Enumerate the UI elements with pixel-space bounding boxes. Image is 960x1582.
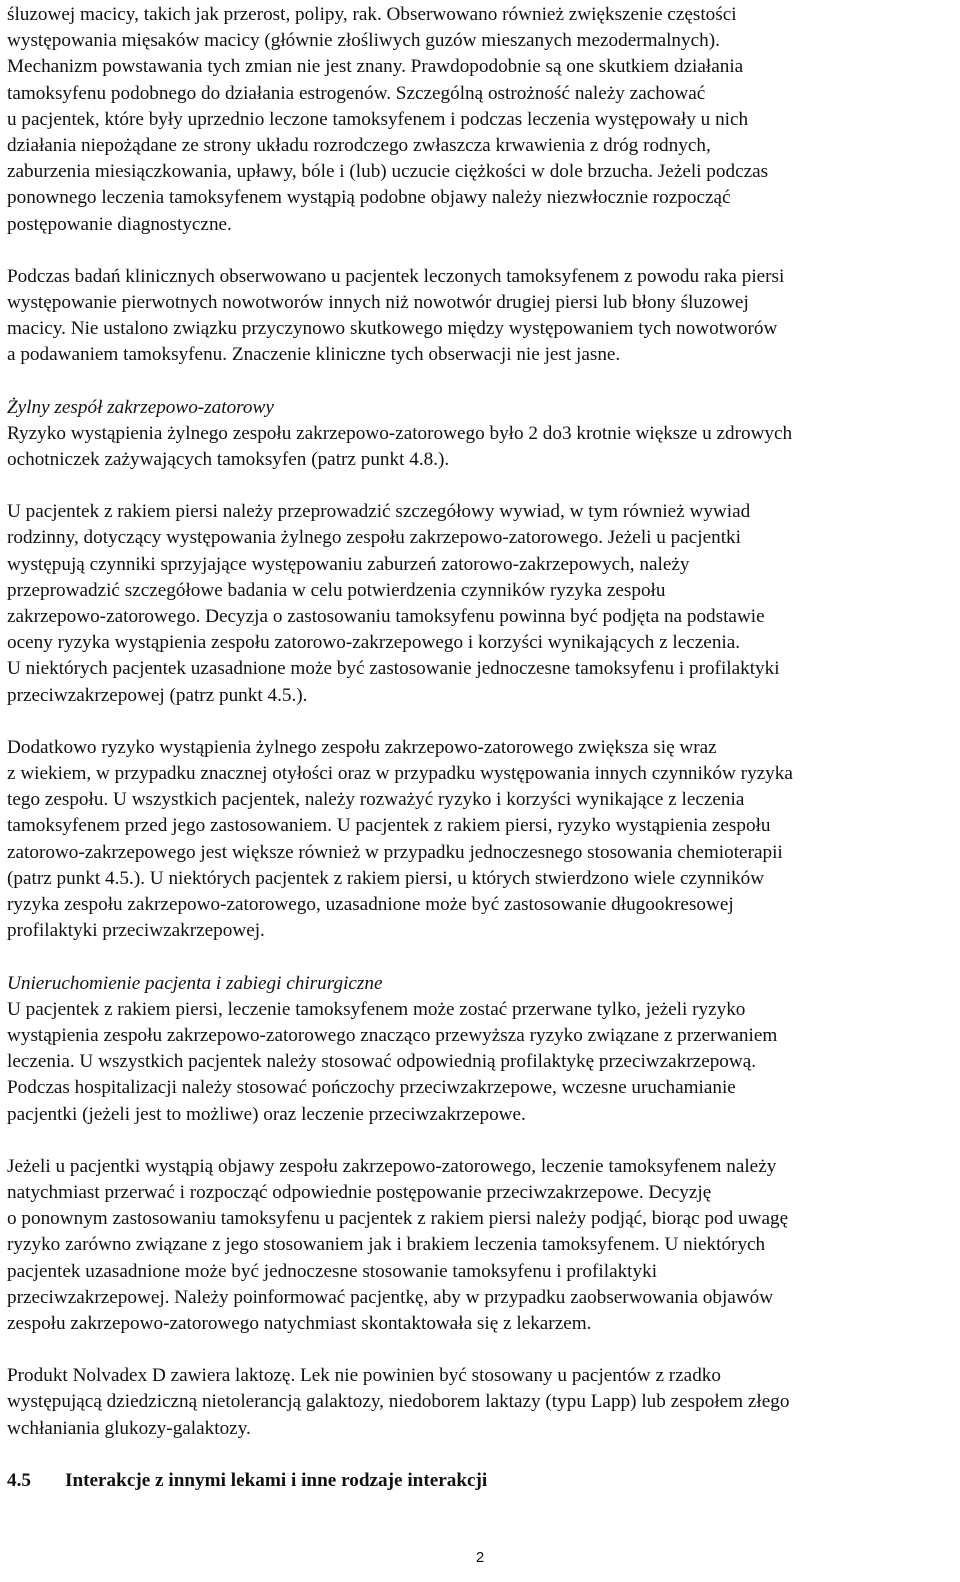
text-line: rodzinny, dotyczący występowania żylnego zespołu zakrzepowo-zatorowego. Jeżeli u pacjentki [7,527,741,549]
text-line: zaburzenia miesiączkowania, upławy, bóle i (lub) uczucie ciężkości w dole brzucha. Jeżeli podczas [7,161,769,183]
text-line: ryzyko zarówno związane z jego stosowaniem jak i brakiem leczenia tamoksyfenem. U niektórych [7,1234,766,1256]
text-line: leczenia. U wszystkich pacjentek należy stosować odpowiednią profilaktykę przeciwzakrzepową. [7,1051,757,1073]
text-line: oceny ryzyka wystąpienia zespołu zatorowo-zakrzepowego i korzyści wynikających z leczenia. [7,632,741,654]
text-line: (patrz punkt 4.5.). U niektórych pacjentek z rakiem piersi, u których stwierdzono wiele czynników [7,867,765,889]
paragraph-spacer [7,1442,954,1468]
paragraph-spacer [7,238,954,264]
text-line: Dodatkowo ryzyko wystąpienia żylnego zespołu zakrzepowo-zatorowego zwiększa się wraz [7,736,717,758]
text-line: wystąpienia zespołu zakrzepowo-zatorowego znacząco przewyższa ryzyko związane z przerwaniem [7,1024,778,1046]
text-line: występują czynniki sprzyjające występowaniu zaburzeń zatorowo-zakrzepowych, należy [7,553,690,575]
text-line: natychmiast przerwać i rozpocząć odpowiednie postępowanie przeciwzakrzepowe. Decyzję [7,1181,712,1203]
text-line: występowania mięsaków macicy (głównie złośliwych guzów mieszanych mezodermalnych). [7,30,720,52]
subheading-vte: Żylny zespół zakrzepowo-zatorowy [7,396,274,418]
text-line: U niektórych pacjentek uzasadnione może być zastosowanie jednoczesne tamoksyfenu i profilaktyki [7,658,780,680]
text-line: profilaktyki przeciwzakrzepowej. [7,920,265,942]
text-line: pacjentki (jeżeli jest to możliwe) oraz leczenie przeciwzakrzepowe. [7,1103,526,1125]
text-line: Podczas hospitalizacji należy stosować pończochy przeciwzakrzepowe, wczesne uruchamianie [7,1077,736,1099]
text-line: ochotniczek zażywających tamoksyfen (patrz punkt 4.8.). [7,449,450,471]
page-number: 2 [475,1549,485,1566]
text-line: Ryzyko wystąpienia żylnego zespołu zakrzepowo-zatorowego było 2 do3 krotnie większe u zdrowych [7,422,793,444]
text-line: Jeżeli u pacjentki wystąpią objawy zespołu zakrzepowo-zatorowego, leczenie tamoksyfenem należy [7,1155,777,1177]
text-line: z wiekiem, w przypadku znacznej otyłości oraz w przypadku występowania innych czynników ryzyka [7,763,793,785]
text-line: tego zespołu. U wszystkich pacjentek, należy rozważyć ryzyko i korzyści wynikające z leczenia [7,789,745,811]
paragraph-vte-history [7,499,954,709]
text-line: postępowanie diagnostyczne. [7,213,232,235]
paragraph-spacer [7,945,954,971]
text-line: przeciwzakrzepowej (patrz punkt 4.5.). [7,684,308,706]
text-line: przeciwzakrzepowej. Należy poinformować pacjentkę, aby w przypadku zaobserwowania objawów [7,1286,774,1308]
text-line: zespołu zakrzepowo-zatorowego natychmiast skontaktowała się z lekarzem. [7,1312,592,1334]
paragraph-spacer [7,1337,954,1363]
text-line: o ponownym zastosowaniu tamoksyfenu u pacjentek z rakiem piersi należy podjąć, biorąc pod uwagę [7,1208,789,1230]
paragraph-vte-additional-risk [7,735,954,945]
text-line: U pacjentek z rakiem piersi należy przeprowadzić szczegółowy wywiad, w tym również wywiad [7,501,751,523]
text-line: występowanie pierwotnych nowotworów innych niż nowotwór drugiej piersi lub błony śluzowej [7,292,749,314]
text-line: Mechanizm powstawania tych zmian nie jest znany. Prawdopodobnie są one skutkiem działania [7,56,744,78]
text-line: a podawaniem tamoksyfenu. Znaczenie kliniczne tych obserwacji nie jest jasne. [7,344,621,366]
paragraph-vte-risk [7,421,954,473]
text-line: występującą dziedziczną nietolerancją galaktozy, niedoborem laktazy (typu Lapp) lub zespołem złego [7,1391,790,1413]
section-title: Interakcje z innymi lekami i inne rodzaje interakcji [65,1469,488,1491]
paragraph-spacer [7,369,954,395]
text-line: pacjentek uzasadnione może być jednoczesne stosowanie tamoksyfenu i profilaktyki [7,1260,658,1282]
text-line: Podczas badań klinicznych obserwowano u pacjentek leczonych tamoksyfenem z powodu raka piersi [7,265,785,287]
text-line: działania niepożądane ze strony układu rozrodczego zwłaszcza krwawienia z dróg rodnych, [7,135,711,157]
text-line: Produkt Nolvadex D zawiera laktozę. Lek nie powinien być stosowany u pacjentów z rzadko [7,1365,721,1387]
paragraph-endometrial-changes [7,0,954,238]
paragraph-primary-tumors [7,264,954,369]
subheading-immobilization: Unieruchomienie pacjenta i zabiegi chirurgiczne [7,972,383,994]
paragraph-spacer [7,1128,954,1154]
text-line: ponownego leczenia tamoksyfenem wystąpią podobne objawy należy niezwłocznie rozpocząć [7,187,731,209]
text-line: U pacjentek z rakiem piersi, leczenie tamoksyfenem może zostać przerwane tylko, jeżeli ryzyko [7,998,746,1020]
text-line: ryzyka zespołu zakrzepowo-zatorowego, uzasadnione może być zastosowanie długookresowej [7,894,734,916]
text-line: tamoksyfenem przed jego zastosowaniem. U pacjentek z rakiem piersi, ryzyko wystąpienia zespołu [7,815,771,837]
paragraph-spacer [7,473,954,499]
text-line: macicy. Nie ustalono związku przyczynowo skutkowego między występowaniem tych nowotworów [7,318,778,340]
paragraph-lactose-warning [7,1363,954,1442]
text-line: wchłaniania glukozy-galaktozy. [7,1417,251,1439]
paragraph-immobilization-symptoms [7,1154,954,1337]
text-line: zakrzepowo-zatorowego. Decyzja o zastosowaniu tamoksyfenu powinna być podjęta na podstawie [7,606,765,628]
text-line: tamoksyfenu podobnego do działania estrogenów. Szczególną ostrożność należy zachować [7,82,706,104]
text-line: śluzowej macicy, takich jak przerost, polipy, rak. Obserwowano również zwiększenie częstości [7,4,737,25]
paragraph-spacer [7,709,954,735]
text-line: u pacjentek, które były uprzednio leczone tamoksyfenem i podczas leczenia występowały u nich [7,108,749,130]
section-heading-interactions [7,1468,954,1494]
section-number: 4.5 [7,1469,31,1491]
text-line: przeprowadzić szczegółowe badania w celu potwierdzenia czynników ryzyka zespołu [7,579,666,601]
paragraph-immobilization-interruption [7,997,954,1128]
text-line: zatorowo-zakrzepowego jest większe również w przypadku jednoczesnego stosowania chemioterapii [7,841,783,863]
